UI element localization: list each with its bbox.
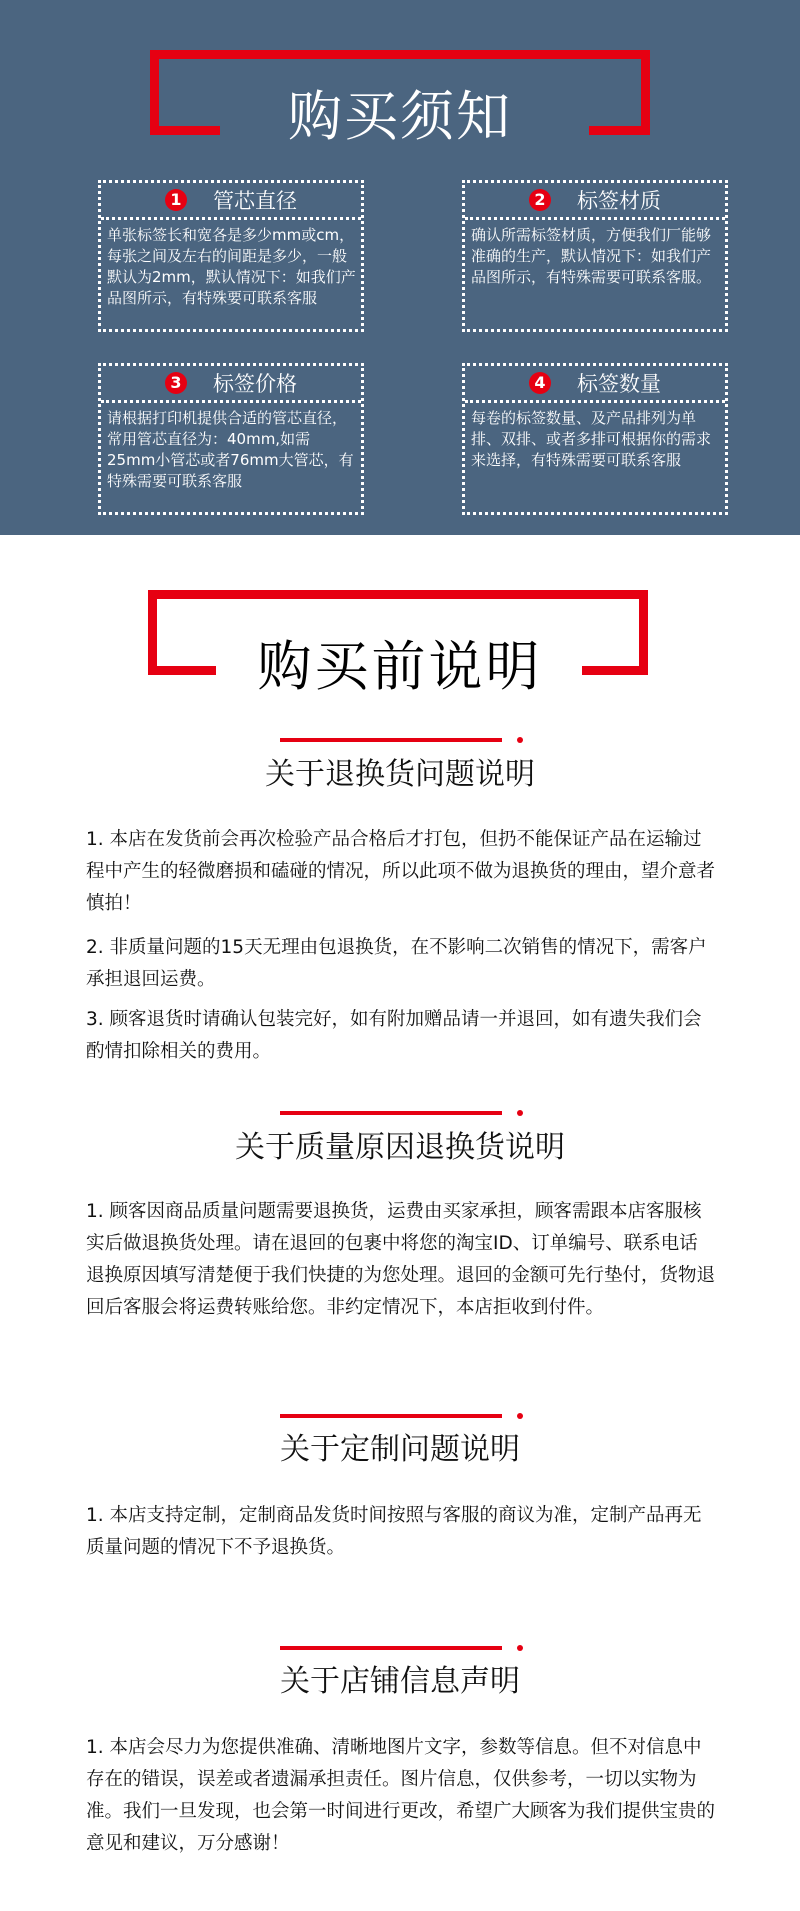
notice-title: 购买须知 <box>288 85 512 148</box>
section-title-returns: 关于退换货问题说明 <box>265 757 535 792</box>
section-title-store-info: 关于店铺信息声明 <box>280 1664 520 1699</box>
section-divider <box>280 1646 502 1650</box>
card-body: 请根据打印机提供合适的管芯直径，常用管芯直径为：40mm,如需25mm小管芯或者76mm大管芯，有特殊需要可联系客服 <box>107 409 354 490</box>
card-header <box>465 366 725 403</box>
section-title-custom: 关于定制问题说明 <box>280 1432 520 1467</box>
section-paragraph: 2. 非质量问题的15天无理由包退换货，在不影响二次销售的情况下，需客户承担退回运费。 <box>86 937 707 990</box>
card-title: 标签数量 <box>577 372 661 396</box>
header-frame-top <box>148 590 648 599</box>
section-divider <box>280 738 502 742</box>
notice-panel <box>0 0 800 535</box>
divider-dot <box>517 1413 523 1419</box>
pre-purchase-title: 购买前说明 <box>257 635 543 698</box>
number-badge: 2 <box>529 189 551 211</box>
number-badge: 1 <box>165 189 187 211</box>
divider-dot <box>517 1110 523 1116</box>
card-header <box>101 366 361 403</box>
card-body: 每卷的标签数量、及产品排列为单排、双排、或者多排可根据你的需求来选择，有特殊需要可联系客服 <box>471 409 712 469</box>
card-body: 单张标签长和宽各是多少mm或cm，每张之间及左右的间距是多少，一般默认为2mm，默认情况下：如我们产品图所示，有特殊要可联系客服 <box>107 226 356 307</box>
notice-card-1 <box>98 180 364 332</box>
card-header <box>101 183 361 220</box>
section-divider <box>280 1414 502 1418</box>
divider-dot <box>517 737 523 743</box>
number-badge: 4 <box>529 372 551 394</box>
notice-card-4 <box>462 363 728 515</box>
section-paragraph: 1. 本店会尽力为您提供准确、清晰地图片文字，参数等信息。但不对信息中存在的错误，误差或者遗漏承担责任。图片信息，仅供参考，一切以实物为准。我们一旦发现，也会第一时间进行更改，希望广大顾客为我们提供宝贵的意见和建议，万分感谢！ <box>86 1737 716 1854</box>
number-badge: 3 <box>165 372 187 394</box>
notice-card-3 <box>98 363 364 515</box>
card-body: 确认所需标签材质，方便我们厂能够准确的生产，默认情况下：如我们产品图所示，有特殊需要可联系客服。 <box>471 226 712 286</box>
card-title: 标签价格 <box>213 372 297 396</box>
section-paragraph: 3. 顾客退货时请确认包装完好，如有附加赠品请一并退回，如有遗失我们会酌情扣除相关的费用。 <box>86 1009 702 1062</box>
divider-dot <box>517 1645 523 1651</box>
card-title: 标签材质 <box>577 189 661 213</box>
section-paragraph: 1. 顾客因商品质量问题需要退换货，运费由买家承担，顾客需跟本店客服核实后做退换货处理。请在退回的包裹中将您的淘宝ID、订单编号、联系电话退换原因填写清楚便于我们快捷的为您处理。退回的金额可先行垫付，货物退回后客服会将运费转账给您。非约定情况下，本店拒收到付件。 <box>86 1201 716 1318</box>
section-paragraph: 1. 本店支持定制，定制商品发货时间按照与客服的商议为准，定制产品再无质量问题的情况下不予退换货。 <box>86 1505 702 1558</box>
card-header <box>465 183 725 220</box>
title-frame-top <box>150 50 650 59</box>
section-title-quality: 关于质量原因退换货说明 <box>235 1130 565 1165</box>
notice-card-2 <box>462 180 728 332</box>
card-title: 管芯直径 <box>213 189 297 213</box>
section-divider <box>280 1111 502 1115</box>
section-paragraph: 1. 本店在发货前会再次检验产品合格后才打包，但扔不能保证产品在运输过程中产生的轻微磨损和磕碰的情况，所以此项不做为退换货的理由，望介意者慎拍！ <box>86 829 716 914</box>
